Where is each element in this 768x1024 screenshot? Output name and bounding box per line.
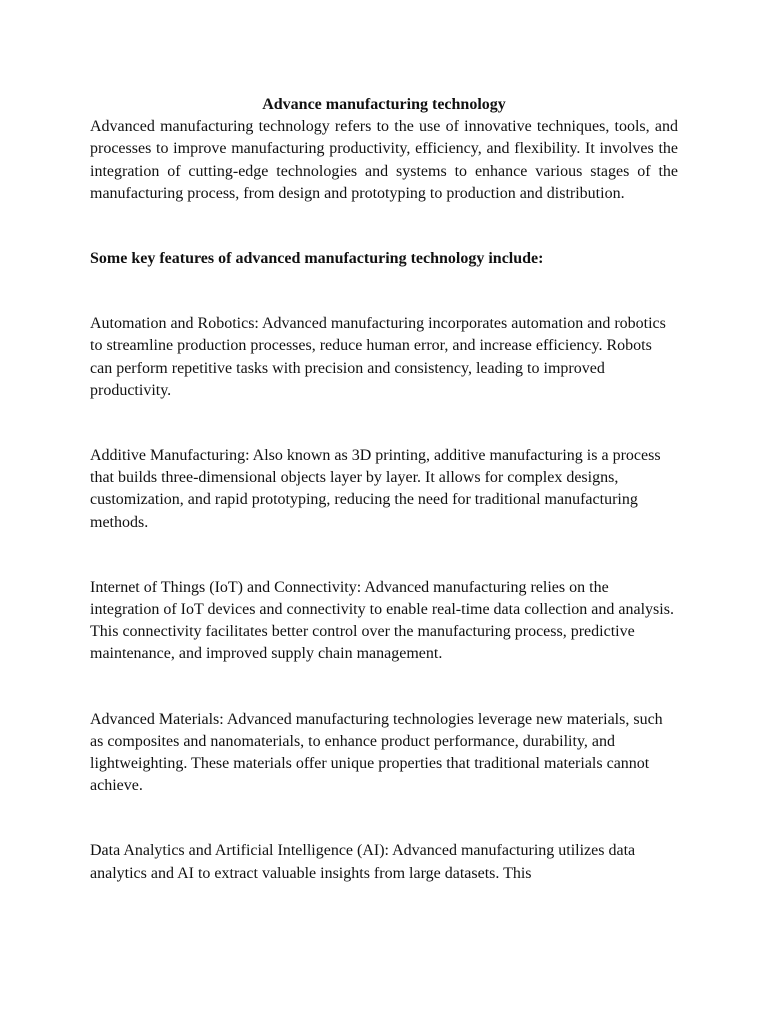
document-title: Advance manufacturing technology [262,96,506,113]
intro-paragraph: Advanced manufacturing technology refers to the use of innovative techniques, tools, and processes to improve manufacturing productivity, efficiency, and flexibility. It involves the integration of cutting-edge technologies and systems to enhance various stages of the manufacturing process, from design and prototyping to production and distribution. [90,118,678,202]
feature-data-analytics-ai: Data Analytics and Artificial Intelligence (AI): Advanced manufacturing utilizes data analytics and AI to extract valuable insights from large datasets. This [90,842,636,882]
feature-automation-robotics: Automation and Robotics: Advanced manufacturing incorporates automation and robotics to streamline production processes, reduce human error, and increase efficiency. Robots can perform repetitive tasks with precision and consistency, leading to improved productivity. [90,315,666,399]
document-content [90,94,678,885]
feature-advanced-materials: Advanced Materials: Advanced manufacturing technologies leverage new materials, such as composites and nanomaterials, to enhance product performance, durability, and lightweighting. These materials offer unique properties that traditional materials cannot achieve. [90,710,663,795]
feature-iot-connectivity: Internet of Things (IoT) and Connectivity: Advanced manufacturing relies on the integration of IoT devices and connectivity to enable real-time data collection and analysis. This connectivity facilitates better control over the manufacturing process, predictive maintenance, and improved supply chain management. [90,578,674,663]
feature-additive-manufacturing: Additive Manufacturing: Also known as 3D printing, additive manufacturing is a process that builds three-dimensional objects layer by layer. It allows for complex designs, customization, and rapid prototyping, reducing the need for traditional manufacturing methods. [90,447,661,531]
key-features-heading: Some key features of advanced manufacturing technology include: [90,250,544,268]
